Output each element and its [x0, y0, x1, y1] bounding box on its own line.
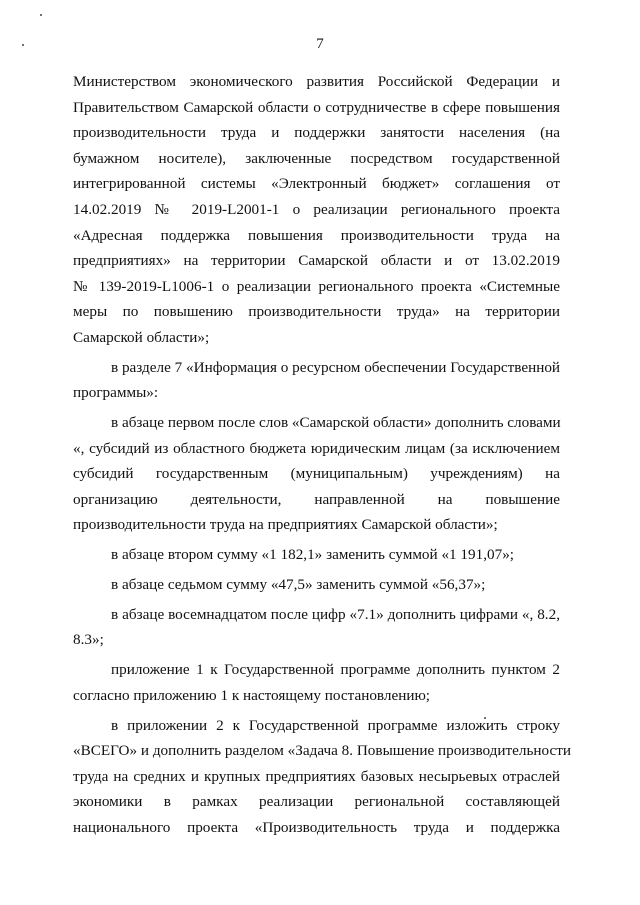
text-line: в абзаце втором сумму «1 182,1» заменить суммой «1 191,07»;: [111, 546, 515, 564]
text-line: организацию деятельности, направленной на повышение: [73, 490, 560, 508]
text-line: в приложении 2 к Государственной программе изложить строку: [111, 716, 560, 734]
text-line: интегрированной системы «Электронный бюджет» соглашения от: [73, 175, 560, 193]
text-line: производительности труда и поддержки занятости населения (на: [73, 124, 560, 142]
text-line: экономики в рамках реализации региональной составляющей: [73, 793, 560, 811]
text-line: национального проекта «Производительность труда и поддержка: [73, 818, 560, 836]
text-line: труда на средних и крупных предприятиях базовых несырьевых отраслей: [73, 767, 560, 785]
text-line: 14.02.2019 № 2019-L2001-1 о реализации регионального проекта: [73, 200, 560, 218]
paragraph-appendix-1: [73, 657, 560, 708]
paragraph-first-abzac: [73, 410, 560, 538]
text-line: производительности труда на предприятиях Самарской области»;: [73, 516, 498, 534]
text-line: 8.3»;: [73, 631, 104, 649]
text-line: в абзаце восемнадцатом после цифр «7.1» дополнить цифрами «, 8.2,: [111, 605, 560, 623]
text-line: меры по повышению производительности труда» на территории: [73, 303, 560, 321]
text-line: Самарской области»;: [73, 328, 210, 346]
paragraph-section-7: [73, 355, 560, 406]
text-line: бумажном носителе), заключенные посредством государственной: [73, 149, 560, 167]
text-line: приложение 1 к Государственной программе дополнить пунктом 2: [111, 661, 560, 679]
document-body: [73, 69, 572, 845]
text-line: № 139-2019-L1006-1 о реализации регионального проекта «Системные: [73, 277, 560, 295]
paragraph-second-abzac: [73, 542, 560, 568]
paragraph-continuation: [73, 69, 560, 351]
text-line: «ВСЕГО» и дополнить разделом «Задача 8. Повышение производительности: [73, 742, 572, 760]
text-line: предприятиях» на территории Самарской области и от 13.02.2019: [73, 252, 560, 270]
text-line: Правительством Самарской области о сотрудничестве в сфере повышения: [73, 98, 560, 116]
paragraph-seventh-abzac: [73, 572, 560, 598]
scan-dot: [40, 14, 42, 16]
text-line: согласно приложению 1 к настоящему постановлению;: [73, 686, 431, 704]
scan-dot: [22, 44, 24, 46]
text-line: Министерством экономического развития Российской Федерации и: [73, 73, 560, 90]
text-line: в абзаце седьмом сумму «47,5» заменить суммой «56,37»;: [111, 576, 486, 594]
text-line: в абзаце первом после слов «Самарской области» дополнить словами: [111, 414, 561, 432]
paragraph-eighteenth-abzac: [73, 602, 560, 653]
text-line: программы»:: [73, 384, 159, 402]
text-line: «, субсидий из областного бюджета юридическим лицам (за исключением: [73, 439, 560, 457]
text-line: «Адресная поддержка повышения производительности труда на: [73, 226, 560, 244]
paragraph-appendix-2: [73, 713, 572, 841]
text-line: в разделе 7 «Информация о ресурсном обеспечении Государственной: [111, 358, 561, 376]
page-number: 7: [316, 36, 324, 52]
text-line: субсидий государственным (муниципальным) учреждениям) на: [73, 465, 560, 483]
